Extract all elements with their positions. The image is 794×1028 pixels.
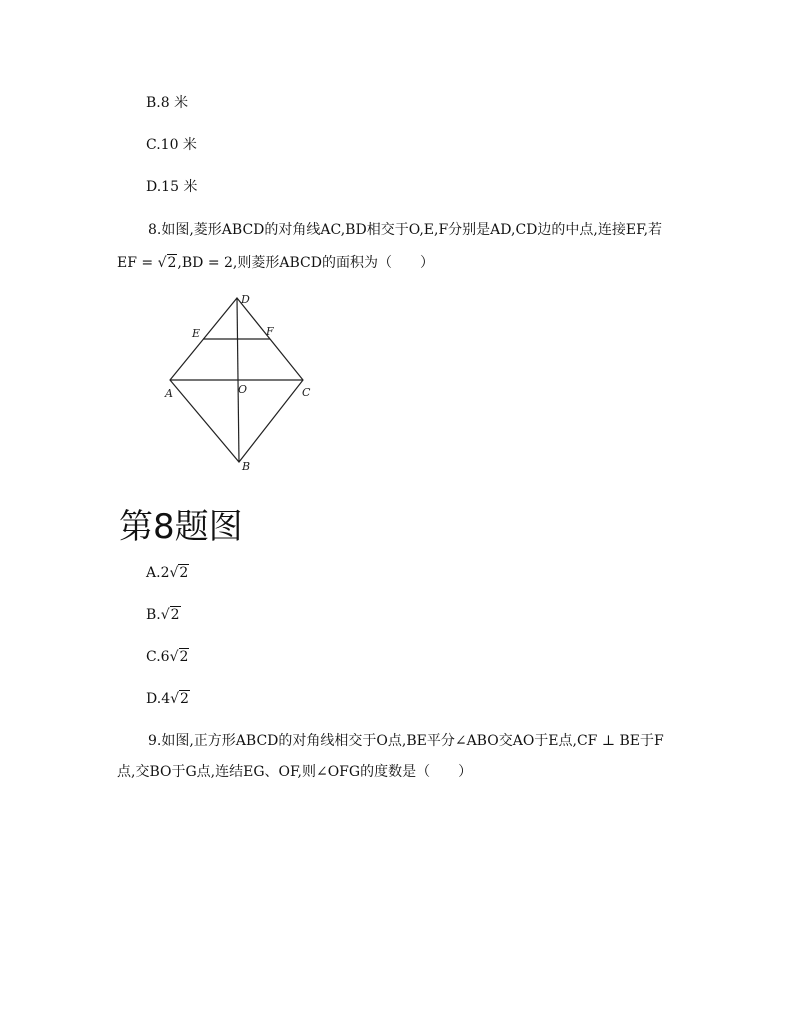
q8-stem-line1: 8.如图,菱形ABCD的对角线AC,BD相交于O,E,F分别是AD,CD边的中点,连接EF,若: [148, 222, 663, 238]
figure-caption: 第8题图: [119, 507, 243, 547]
q7-option-d: D.15 米: [146, 179, 198, 195]
q9-stem-line1: 9.如图,正方形ABCD的对角线相交于O点,BE平分∠ABO交AO于E点,CF ⊥ BE于F: [148, 733, 664, 749]
option-c-sqrt: √2: [169, 649, 189, 665]
option-b-radicand: 2: [170, 607, 180, 623]
option-b-label: B.: [146, 607, 161, 623]
option-b-sqrt: √2: [160, 607, 180, 623]
option-c-radicand: 2: [179, 649, 189, 665]
option-a-label: A.: [146, 565, 161, 581]
label-b: B: [242, 460, 251, 473]
label-e: E: [192, 327, 201, 340]
q7-option-b: B.8 米: [146, 95, 189, 111]
option-d-radicand: 2: [180, 691, 189, 707]
label-f: F: [266, 325, 274, 338]
q8-option-d: [146, 689, 190, 709]
q8-option-c: [146, 647, 189, 667]
option-a-radicand: 2: [179, 565, 189, 581]
option-d-sqrt: √2: [170, 691, 189, 707]
q8-option-a: [146, 563, 189, 583]
label-c: C: [302, 386, 311, 399]
q8-ef-sqrt: √2: [157, 255, 177, 271]
q8-stem-suffix: ,BD = 2,则菱形ABCD的面积为（ ）: [177, 255, 434, 271]
option-a-coef: 2: [160, 565, 170, 581]
label-o: O: [238, 383, 248, 396]
label-a: A: [165, 387, 173, 400]
option-d-label: D.: [146, 691, 162, 707]
q7-option-c: C.10 米: [146, 137, 197, 153]
q9-stem-line2: 点,交BO于G点,连结EG、OF,则∠OFG的度数是（ ）: [117, 764, 473, 780]
q8-stem-line2: [117, 253, 434, 273]
option-d-coef: 4: [161, 691, 171, 707]
option-c-label: C.: [146, 649, 161, 665]
label-d: D: [241, 293, 250, 306]
rhombus-figure: [160, 290, 330, 475]
option-c-coef: 6: [160, 649, 170, 665]
q8-ef-prefix: EF =: [117, 255, 158, 271]
option-a-sqrt: √2: [169, 565, 189, 581]
q8-option-b: [146, 605, 181, 625]
q8-ef-radicand: 2: [167, 255, 177, 271]
